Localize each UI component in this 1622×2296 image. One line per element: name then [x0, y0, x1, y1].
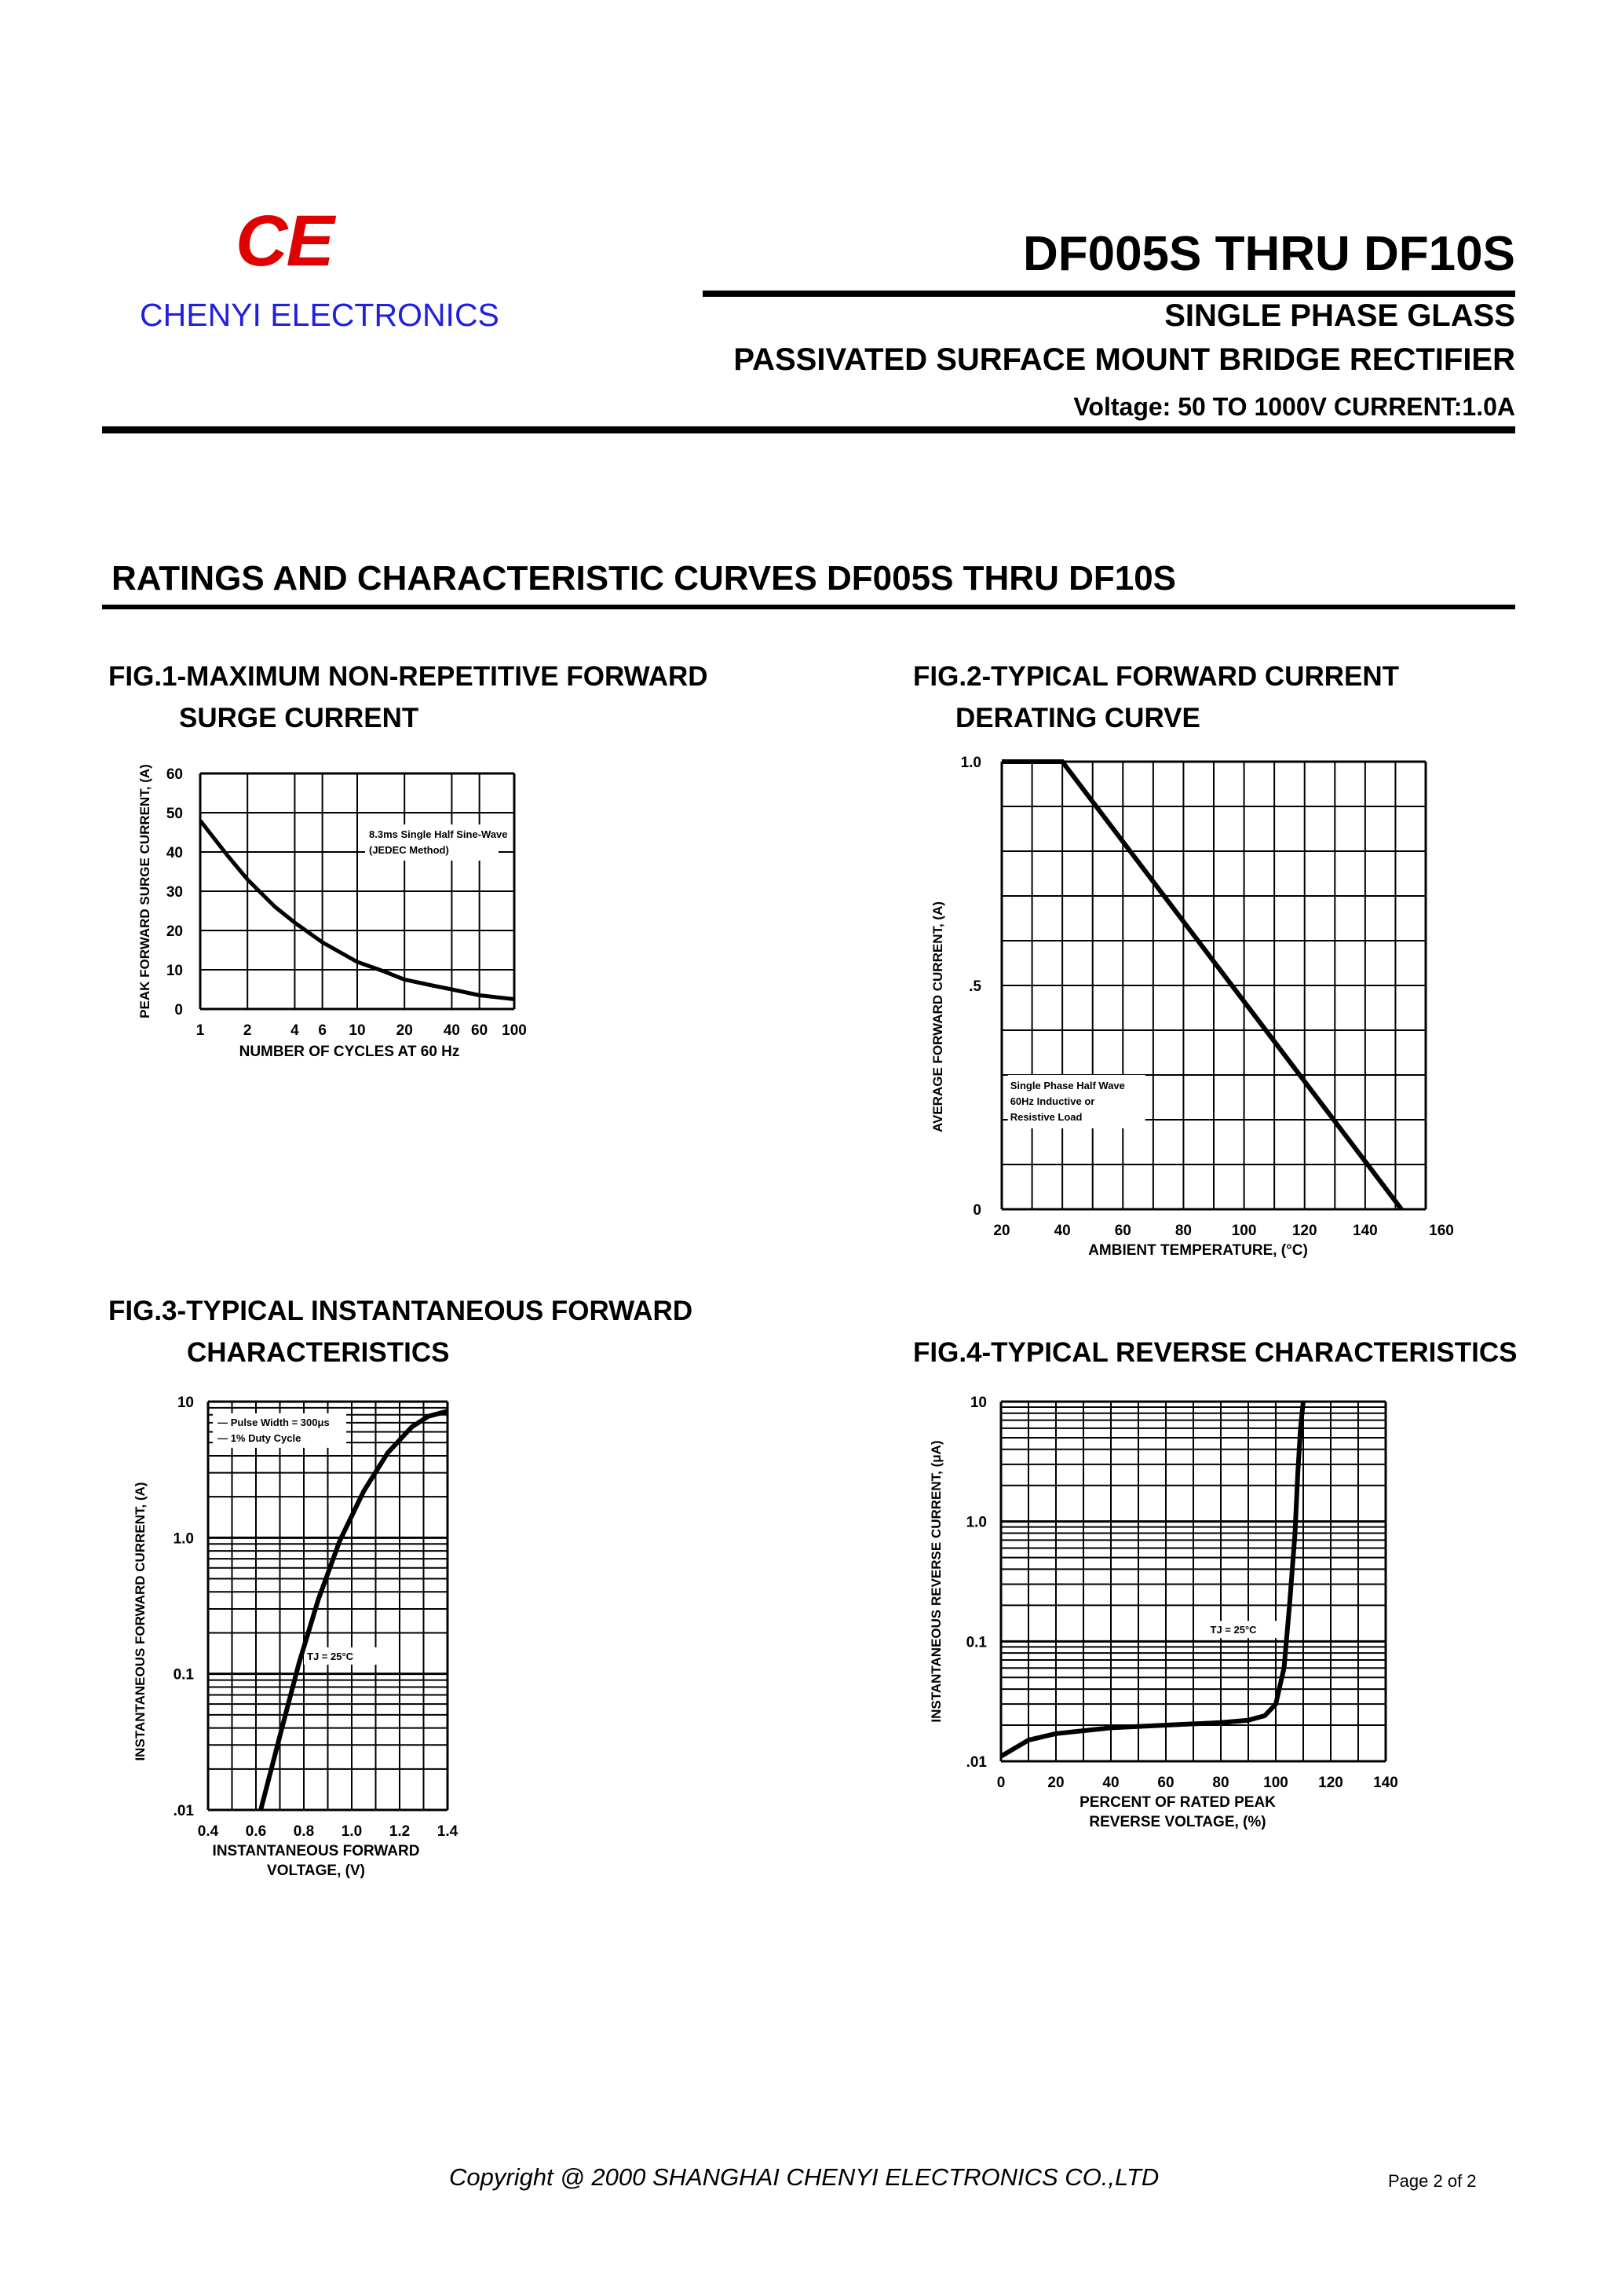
fig3-title	[108, 1290, 692, 1373]
fig3-condition: TJ = 25°C	[307, 1650, 354, 1662]
fig1-xtick-label: 6	[318, 1022, 327, 1039]
fig2-xtick-label: 160	[1429, 1223, 1454, 1239]
fig2-title-line1: FIG.2-TYPICAL FORWARD CURRENT	[913, 661, 1399, 692]
fig2-ytick-label: 0	[973, 1202, 981, 1219]
fig4-title-line1: FIG.4-TYPICAL REVERSE CHARACTERISTICS	[913, 1337, 1518, 1368]
company-logo: CE	[236, 201, 333, 281]
fig2-derating-chart	[926, 746, 1460, 1272]
voltage-current-spec: Voltage: 50 TO 1000V CURRENT:1.0A	[1073, 393, 1515, 421]
header-bottom-rule	[102, 426, 1515, 433]
section-rule	[102, 605, 1515, 609]
fig2-ytick-label: 1.0	[960, 755, 981, 771]
section-title: RATINGS AND CHARACTERISTIC CURVES DF005S THRU DF10S	[111, 559, 1177, 598]
fig2-ylabel: AVERAGE FORWARD CURRENT, (A)	[930, 901, 945, 1133]
fig2-xtick-label: 80	[1174, 1223, 1192, 1239]
fig4-xtick-label: 80	[1212, 1775, 1229, 1791]
fig2-xtick-label: 100	[1231, 1223, 1257, 1239]
fig3-xlabel-line1: INSTANTANEOUS FORWARD	[212, 1843, 420, 1859]
fig1-xlabel: NUMBER OF CYCLES AT 60 Hz	[239, 1044, 460, 1060]
fig2-xtick-label: 40	[1054, 1223, 1071, 1239]
fig3-annotation: — 1% Duty Cycle	[217, 1431, 301, 1444]
fig2-ytick-label: .5	[969, 978, 981, 995]
fig2-annotation: Single Phase Half Wave	[1010, 1080, 1125, 1091]
company-name: CHENYI ELECTRONICS	[140, 297, 499, 333]
fig4-xtick-label: 60	[1157, 1775, 1174, 1791]
fig3-ytick-label: 1.0	[173, 1530, 194, 1548]
fig1-annotation: 8.3ms Single Half Sine-Wave	[369, 828, 508, 840]
fig1-ytick-label: 30	[166, 884, 183, 901]
fig4-condition: TJ = 25°C	[1210, 1624, 1257, 1636]
fig3-forward-curve	[261, 1411, 448, 1810]
fig4-xtick-label: 100	[1263, 1775, 1288, 1791]
fig4-ytick-label: 10	[970, 1395, 987, 1411]
header-rule	[703, 291, 1515, 297]
fig2-xtick-label: 120	[1291, 1223, 1317, 1239]
fig2-xlabel: AMBIENT TEMPERATURE, (°C)	[1088, 1242, 1308, 1259]
fig4-xlabel-line1: PERCENT OF RATED PEAK	[1080, 1794, 1276, 1811]
fig1-xtick-label: 1	[195, 1022, 205, 1039]
fig1-ytick-label: 10	[166, 963, 183, 979]
fig4-ytick-label: .01	[966, 1754, 987, 1771]
fig3-title-line1: FIG.3-TYPICAL INSTANTANEOUS FORWARD	[108, 1296, 693, 1326]
fig3-title-line2: CHARACTERISTICS	[187, 1337, 450, 1368]
fig3-xlabel-line2: VOLTAGE, (V)	[267, 1863, 365, 1879]
fig1-ylabel: PEAK FORWARD SURGE CURRENT, (A)	[137, 764, 152, 1018]
fig3-xtick-label: 1.4	[437, 1823, 458, 1840]
subtitle-line-1: SINGLE PHASE GLASS	[1164, 298, 1515, 333]
fig3-forward-chart	[126, 1378, 550, 1888]
fig1-xtick-label: 4	[290, 1022, 299, 1039]
fig2-title-line2: DERATING CURVE	[955, 703, 1200, 733]
fig3-ytick-label: .01	[173, 1803, 194, 1819]
fig1-xtick-label: 20	[396, 1022, 413, 1039]
fig1-xtick-label: 100	[502, 1022, 527, 1039]
fig2-xtick-label: 140	[1353, 1223, 1378, 1239]
fig1-xtick-label: 10	[349, 1022, 366, 1039]
fig2-xtick-label: 60	[1114, 1223, 1131, 1239]
fig2-annotation: Resistive Load	[1010, 1111, 1083, 1123]
fig3-ytick-label: 0.1	[173, 1666, 194, 1684]
fig1-xtick-label: 60	[471, 1022, 488, 1039]
fig3-xtick-label: 0.4	[197, 1823, 219, 1840]
fig2-xtick-label: 20	[993, 1223, 1010, 1239]
fig1-ytick-label: 50	[166, 806, 183, 822]
fig3-xtick-label: 1.2	[389, 1823, 411, 1840]
fig3-xtick-label: 0.8	[293, 1823, 315, 1840]
fig4-xtick-label: 20	[1047, 1775, 1065, 1791]
fig2-title	[913, 656, 1399, 739]
page-number: Page 2 of 2	[1388, 2171, 1477, 2191]
fig3-xtick-label: 1.0	[341, 1823, 363, 1840]
fig1-ytick-label: 60	[166, 766, 183, 783]
fig4-xlabel-line2: REVERSE VOLTAGE, (%)	[1089, 1814, 1266, 1830]
subtitle-line-2: PASSIVATED SURFACE MOUNT BRIDGE RECTIFIER	[733, 342, 1515, 377]
fig4-title	[913, 1332, 1517, 1373]
fig1-ytick-label: 0	[174, 1002, 183, 1018]
part-range-title: DF005S THRU DF10S	[1022, 227, 1515, 281]
fig4-ylabel: INSTANTANEOUS REVERSE CURRENT, (μA)	[929, 1440, 944, 1723]
fig1-title	[108, 656, 708, 739]
fig1-xtick-label: 40	[443, 1022, 460, 1039]
fig3-ylabel: INSTANTANEOUS FORWARD CURRENT, (A)	[133, 1482, 148, 1761]
copyright-text: Copyright @ 2000 SHANGHAI CHENYI ELECTRONICS CO.,LTD	[449, 2163, 1160, 2191]
fig4-reverse-chart	[926, 1378, 1445, 1841]
fig1-surge-chart	[126, 746, 612, 1115]
fig4-xtick-label: 120	[1318, 1775, 1343, 1791]
fig4-xtick-label: 40	[1102, 1775, 1120, 1791]
fig1-title-line1: FIG.1-MAXIMUM NON-REPETITIVE FORWARD	[108, 661, 708, 692]
fig1-xtick-label: 2	[243, 1022, 252, 1039]
fig3-ytick-label: 10	[177, 1395, 194, 1411]
fig4-ytick-label: 1.0	[966, 1514, 987, 1531]
fig4-ytick-label: 0.1	[966, 1634, 987, 1651]
fig1-ytick-label: 20	[166, 923, 183, 940]
fig1-ytick-label: 40	[166, 845, 183, 861]
fig3-annotation: — Pulse Width = 300μs	[217, 1416, 330, 1428]
fig4-xtick-label: 140	[1373, 1775, 1398, 1791]
fig4-xtick-label: 0	[996, 1775, 1006, 1791]
fig4-reverse-curve	[1001, 1402, 1303, 1757]
fig1-title-line2: SURGE CURRENT	[179, 703, 419, 733]
fig3-xtick-label: 0.6	[245, 1823, 267, 1840]
fig1-annotation: (JEDEC Method)	[369, 844, 449, 856]
fig2-annotation: 60Hz Inductive or	[1010, 1095, 1095, 1107]
